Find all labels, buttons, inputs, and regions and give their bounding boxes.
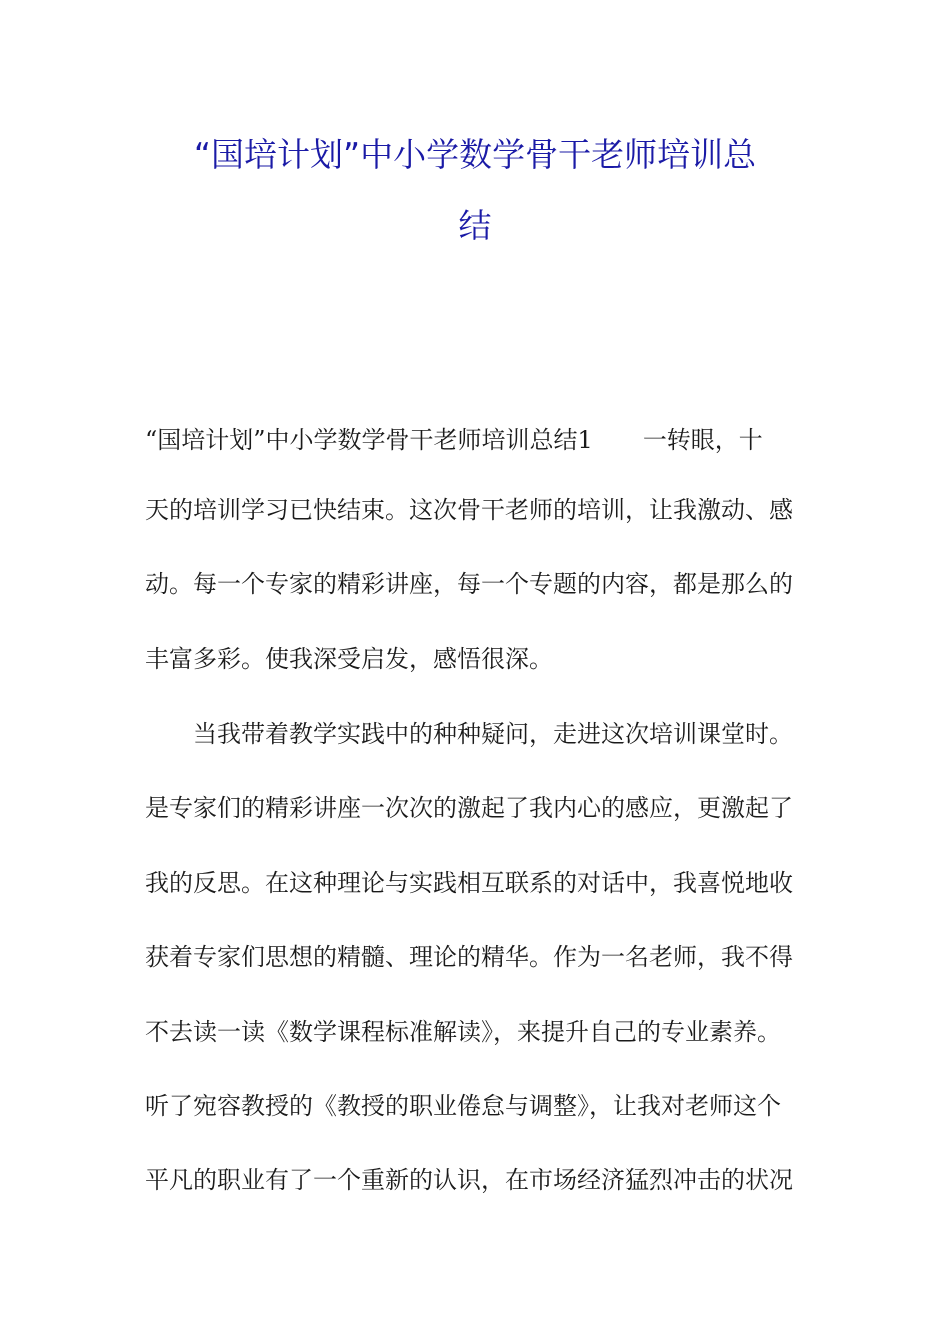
paragraph-2-line-4: 获着专家们思想的精髓、理论的精华。作为一名老师，我不得 — [145, 943, 793, 971]
paragraph-2-line-1: 当我带着教学实践中的种种疑问，走进这次培训课堂时。 — [193, 720, 793, 748]
document-title-line-2: 结 — [458, 206, 492, 245]
paragraph-1-heading: “国培计划”中小学数学骨干老师培训总结1 — [145, 426, 593, 454]
paragraph-2-line-3: 我的反思。在这种理论与实践相互联系的对话中，我喜悦地收 — [145, 869, 793, 897]
paragraph-1-line-3: 动。每一个专家的精彩讲座，每一个专题的内容，都是那么的 — [145, 570, 793, 598]
paragraph-1-line-2: 天的培训学习已快结束。这次骨干老师的培训，让我激动、感 — [145, 496, 793, 524]
paragraph-2-line-2: 是专家们的精彩讲座一次次的激起了我内心的感应，更激起了 — [145, 794, 793, 822]
document-title-line-1: “国培计划”中小学数学骨干老师培训总 — [193, 135, 757, 174]
paragraph-2-line-6: 听了宛容教授的《教授的职业倦怠与调整》，让我对老师这个 — [145, 1092, 781, 1120]
paragraph-1-opening: 一转眼，十 — [642, 426, 763, 454]
paragraph-1-line-1 — [145, 426, 810, 454]
paragraph-1-line-4: 丰富多彩。使我深受启发，感悟很深。 — [145, 645, 553, 673]
paragraph-2-line-7: 平凡的职业有了一个重新的认识，在市场经济猛烈冲击的状况 — [145, 1166, 793, 1194]
paragraph-2-line-5: 不去读一读《数学课程标准解读》，来提升自己的专业素养。 — [145, 1018, 781, 1046]
